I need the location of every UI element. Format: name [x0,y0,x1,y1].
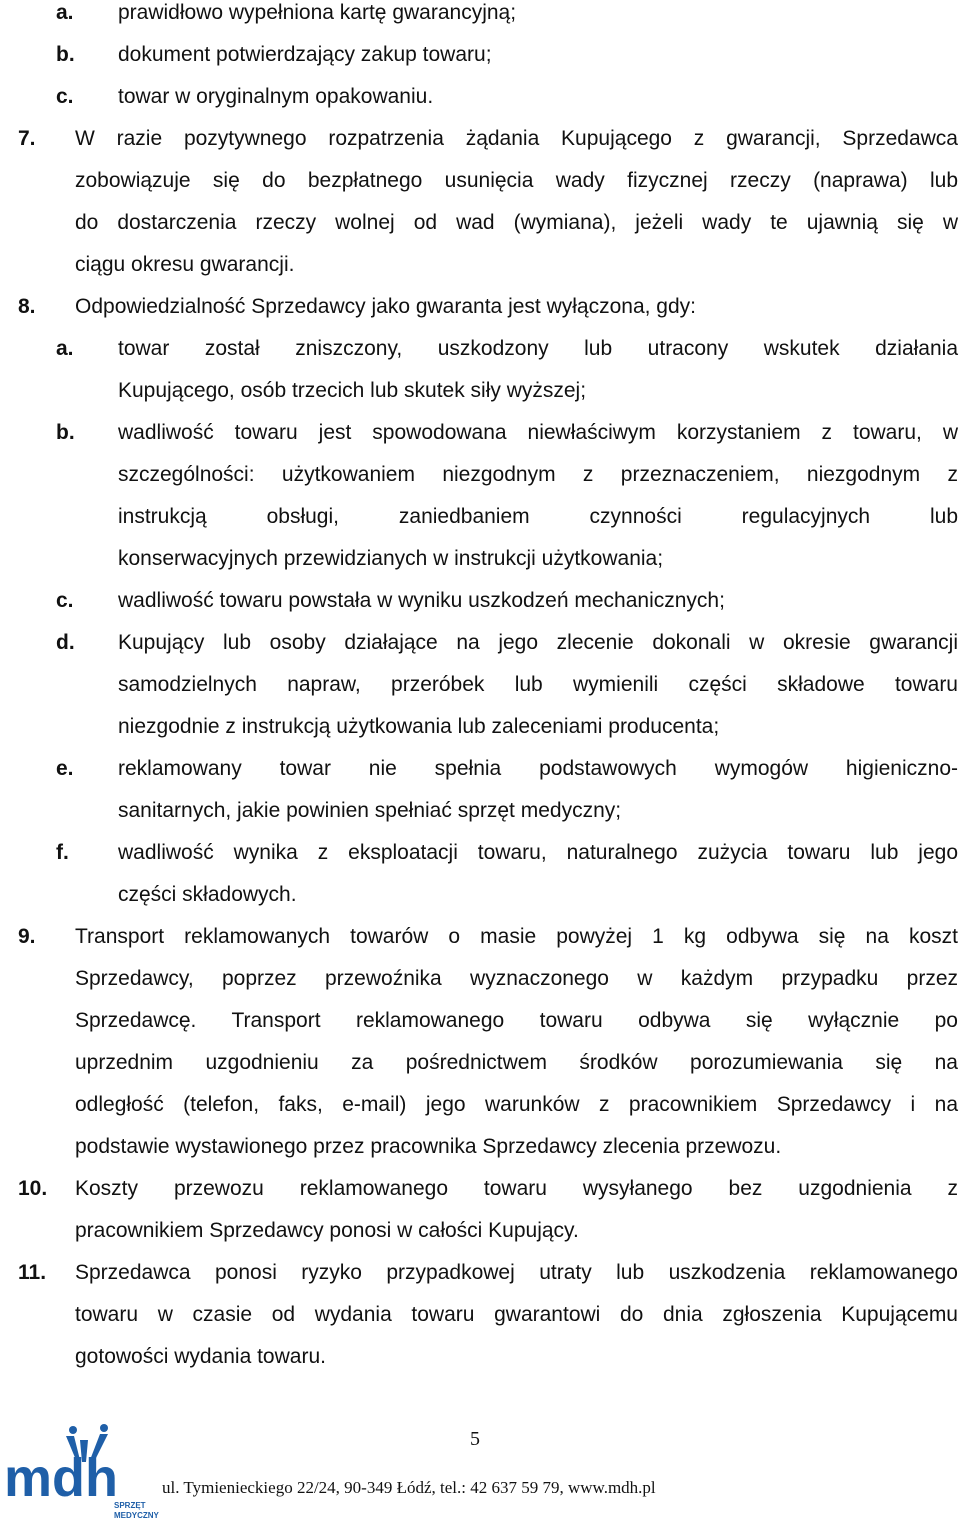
list-marker: 10. [18,1177,48,1200]
list-line: W razie pozytywnego rozpatrzenia żądania Kupującego z gwarancji, Sprzedawca [75,127,958,150]
list-line: Odpowiedzialność Sprzedawcy jako gwaranta jest wyłączona, gdy: [75,295,696,318]
list-line: części składowych. [118,883,297,906]
list-line: Sprzedawca ponosi ryzyko przypadkowej utraty lub uszkodzenia reklamowanego [75,1261,958,1284]
list-line: towar został zniszczony, uszkodzony lub utracony wskutek działania [118,337,958,360]
list-line: szczególności: użytkowaniem niezgodnym z przeznaczeniem, niezgodnym z [118,463,958,486]
list-line: reklamowany towar nie spełnia podstawowych wymogów higieniczno- [118,757,958,780]
list-line: sanitarnych, jakie powinien spełniać sprzęt medyczny; [118,799,622,822]
list-line: dokument potwierdzający zakup towaru; [118,43,492,66]
list-line: prawidłowo wypełniona kartę gwarancyjną; [118,1,517,24]
logo-tagline-2: MEDYCZNY [114,1511,159,1520]
list-marker: b. [56,43,75,66]
footer-address: ul. Tymienieckiego 22/24, 90-349 Łódź, tel.: 42 637 59 79, www.mdh.pl [162,1478,656,1497]
list-line: Sprzedawcę. Transport reklamowanego towaru odbywa się wyłącznie po [75,1009,958,1032]
list-line: wadliwość towaru jest spowodowana niewłaściwym korzystaniem z towaru, w [118,421,958,444]
list-line: pracownikiem Sprzedawcy ponosi w całości Kupujący. [75,1219,579,1242]
list-line: instrukcją obsługi, zaniedbaniem czynności regulacyjnych lub [118,505,958,528]
list-marker: c. [56,589,74,612]
logo-wordmark: mdh [4,1448,118,1508]
list-marker: d. [56,631,75,654]
list-marker: 11. [18,1261,47,1284]
list-line: niezgodnie z instrukcją użytkowania lub zaleceniami producenta; [118,715,720,738]
list-line: konserwacyjnych przewidzianych w instrukcji użytkowania; [118,547,664,570]
list-marker: f. [56,841,69,864]
list-line: wadliwość towaru powstała w wyniku uszkodzeń mechanicznych; [118,589,725,612]
list-line: do dostarczenia rzeczy wolnej od wad (wymiana), jeżeli wady te ujawnią się w [75,211,958,234]
list-line: Koszty przewozu reklamowanego towaru wysyłanego bez uzgodnienia z [75,1177,958,1200]
list-line: zobowiązuje się do bezpłatnego usunięcia wady fizycznej rzeczy (naprawa) lub [75,169,958,192]
list-marker: 8. [18,295,36,318]
list-marker: 7. [18,127,36,150]
list-line: Kupującego, osób trzecich lub skutek siły wyższej; [118,379,587,402]
list-line: samodzielnych napraw, przeróbek lub wymienili części składowe towaru [118,673,958,696]
list-line: uprzednim uzgodnieniu za pośrednictwem środków porozumiewania się na [75,1051,958,1074]
list-line: towaru w czasie od wydania towaru gwarantowi do dnia zgłoszenia Kupującemu [75,1303,958,1326]
list-line: ciągu okresu gwarancji. [75,253,295,276]
list-line: Sprzedawcy, poprzez przewoźnika wyznaczonego w każdym przypadku przez [75,967,958,990]
list-marker: e. [56,757,74,780]
list-marker: c. [56,85,74,108]
mdh-logo [0,1420,160,1525]
list-line: Kupujący lub osoby działające na jego zlecenie dokonali w okresie gwarancji [118,631,958,654]
list-line: towar w oryginalnym opakowaniu. [118,85,434,108]
page-number: 5 [470,1428,480,1450]
list-line: odległość (telefon, faks, e-mail) jego warunków z pracownikiem Sprzedawcy i na [75,1093,958,1116]
list-marker: 9. [18,925,36,948]
list-line: podstawie wystawionego przez pracownika Sprzedawcy zlecenia przewozu. [75,1135,782,1158]
list-marker: a. [56,1,74,24]
list-marker: a. [56,337,74,360]
list-line: Transport reklamowanych towarów o masie powyżej 1 kg odbywa się na koszt [75,925,958,948]
logo-tagline-1: SPRZĘT [114,1501,146,1510]
list-line: wadliwość wynika z eksploatacji towaru, naturalnego zużycia towaru lub jego [118,841,958,864]
list-line: gotowości wydania towaru. [75,1345,326,1368]
list-marker: b. [56,421,75,444]
